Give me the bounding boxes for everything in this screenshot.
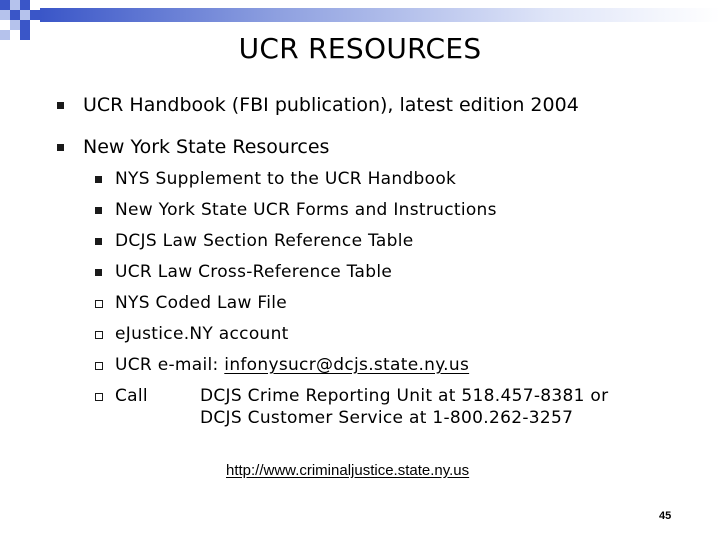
bullet-box-icon	[95, 393, 103, 401]
website-link[interactable]: http://www.criminaljustice.state.ny.us	[226, 462, 470, 479]
bullet-box-icon	[95, 300, 103, 308]
list-item: NYS Supplement to the UCR Handbook	[115, 169, 457, 189]
bullet-square-icon	[57, 144, 64, 151]
list-item: UCR Law Cross-Reference Table	[115, 262, 393, 282]
email-label: UCR e-mail:	[115, 355, 219, 375]
bullet-square-icon	[95, 176, 102, 183]
list-item: NYS Coded Law File	[115, 293, 288, 313]
bullet-square-icon	[57, 102, 64, 109]
call-line-1: DCJS Crime Reporting Unit at 518.457-8381 or	[200, 386, 609, 406]
email-item	[115, 355, 469, 375]
bullet-square-icon	[95, 207, 102, 214]
list-item: UCR Handbook (FBI publication), latest edition 2004	[83, 94, 579, 116]
list-item: DCJS Law Section Reference Table	[115, 231, 414, 251]
list-item: eJustice.NY account	[115, 324, 289, 344]
header-gradient-bar	[40, 8, 720, 22]
bullet-square-icon	[95, 269, 102, 276]
bullet-square-icon	[95, 238, 102, 245]
page-number: 45	[659, 510, 672, 522]
email-link[interactable]: infonysucr@dcjs.state.ny.us	[224, 355, 470, 375]
slide-title: UCR RESOURCES	[238, 32, 482, 65]
list-item: New York State Resources	[83, 136, 330, 158]
call-line-2: DCJS Customer Service at 1-800.262-3257	[200, 408, 574, 428]
bullet-box-icon	[95, 362, 103, 370]
list-item: New York State UCR Forms and Instructions	[115, 200, 497, 220]
call-label: Call	[115, 386, 148, 406]
bullet-box-icon	[95, 331, 103, 339]
